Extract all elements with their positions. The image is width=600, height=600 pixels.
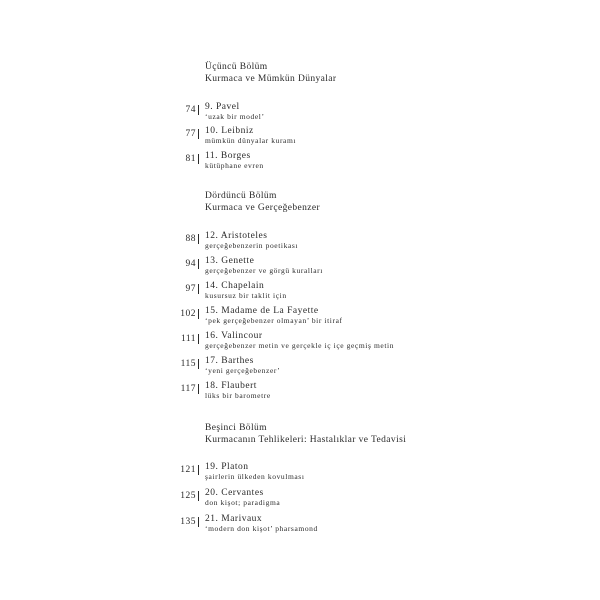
- part-title: Kurmacanın Tehlikeleri: Hastalıklar ve Tedavisi: [205, 435, 407, 445]
- separator-bar: [198, 129, 199, 139]
- separator-bar: [198, 234, 199, 244]
- toc-entry[interactable]: [0, 516, 600, 540]
- chapter-title: 19. Platon: [205, 462, 249, 472]
- toc-entry[interactable]: [0, 333, 600, 357]
- page-number: 97: [185, 284, 196, 294]
- separator-bar: [198, 284, 199, 294]
- page-number: 94: [185, 259, 196, 269]
- chapter-subtitle: ‘pek gerçeğebenzer olmayan’ bir itiraf: [205, 316, 343, 325]
- chapter-subtitle: gerçeğebenzerin poetikası: [205, 241, 299, 250]
- part-title: Kurmaca ve Gerçeğebenzer: [205, 203, 321, 213]
- separator-bar: [198, 491, 199, 501]
- chapter-title: 11. Borges: [205, 151, 251, 161]
- separator-bar: [198, 517, 199, 527]
- separator-bar: [198, 309, 199, 319]
- page-number: 125: [180, 491, 196, 501]
- toc-entry[interactable]: [0, 308, 600, 332]
- chapter-title: 20. Cervantes: [205, 488, 264, 498]
- toc-entry[interactable]: [0, 128, 600, 152]
- chapter-subtitle: kütüphane evren: [205, 161, 264, 170]
- chapter-subtitle: don kişot; paradigma: [205, 498, 281, 507]
- toc-entry[interactable]: [0, 490, 600, 514]
- chapter-title: 18. Flaubert: [205, 381, 257, 391]
- chapter-subtitle: ‘modern don kişot’ pharsamond: [205, 524, 318, 533]
- page-number: 135: [180, 517, 196, 527]
- page-number: 111: [180, 334, 196, 344]
- toc-entry[interactable]: [0, 358, 600, 382]
- separator-bar: [198, 384, 199, 394]
- chapter-title: 21. Marivaux: [205, 514, 263, 524]
- page-number: 102: [180, 309, 196, 319]
- part-heading: [205, 61, 337, 85]
- page-number: 117: [180, 384, 196, 394]
- chapter-title: 13. Genette: [205, 256, 255, 266]
- chapter-subtitle: lüks bir barometre: [205, 391, 271, 400]
- chapter-title: 10. Leibniz: [205, 126, 254, 136]
- page-number: 77: [185, 129, 196, 139]
- separator-bar: [198, 465, 199, 475]
- part-label: Beşinci Bölüm: [205, 423, 267, 433]
- part-label: Üçüncü Bölüm: [205, 62, 268, 72]
- toc-entry[interactable]: [0, 104, 600, 128]
- separator-bar: [198, 154, 199, 164]
- page-number: 121: [180, 465, 196, 475]
- toc-entry[interactable]: [0, 283, 600, 307]
- toc-entry[interactable]: [0, 383, 600, 407]
- chapter-subtitle: kusursuz bir taklit için: [205, 291, 287, 300]
- separator-bar: [198, 105, 199, 115]
- chapter-title: 9. Pavel: [205, 102, 240, 112]
- toc-entry[interactable]: [0, 258, 600, 282]
- part-heading: [205, 422, 406, 446]
- chapter-subtitle: ‘yeni gerçeğebenzer’: [205, 366, 281, 375]
- chapter-subtitle: şairlerin ülkeden kovulması: [205, 472, 305, 481]
- chapter-subtitle: ‘uzak bir model’: [205, 112, 265, 121]
- part-title: Kurmaca ve Mümkün Dünyalar: [205, 74, 337, 84]
- separator-bar: [198, 359, 199, 369]
- toc-entry[interactable]: [0, 153, 600, 177]
- separator-bar: [198, 259, 199, 269]
- page-number: 74: [185, 105, 196, 115]
- page-number: 88: [185, 234, 196, 244]
- chapter-title: 12. Aristoteles: [205, 231, 268, 241]
- chapter-subtitle: mümkün dünyalar kuramı: [205, 136, 297, 145]
- toc-entry[interactable]: [0, 233, 600, 257]
- chapter-title: 14. Chapelain: [205, 281, 265, 291]
- chapter-subtitle: gerçeğebenzer metin ve gerçekle iç içe geçmiş metin: [205, 341, 395, 350]
- part-label: Dördüncü Bölüm: [205, 191, 277, 201]
- chapter-title: 16. Valincour: [205, 331, 263, 341]
- page-number: 115: [180, 359, 196, 369]
- chapter-title: 17. Barthes: [205, 356, 254, 366]
- page-number: 81: [185, 154, 196, 164]
- toc-entry[interactable]: [0, 464, 600, 488]
- part-heading: [205, 190, 320, 214]
- chapter-title: 15. Madame de La Fayette: [205, 306, 319, 316]
- chapter-subtitle: gerçeğebenzer ve görgü kuralları: [205, 266, 323, 275]
- separator-bar: [198, 334, 199, 344]
